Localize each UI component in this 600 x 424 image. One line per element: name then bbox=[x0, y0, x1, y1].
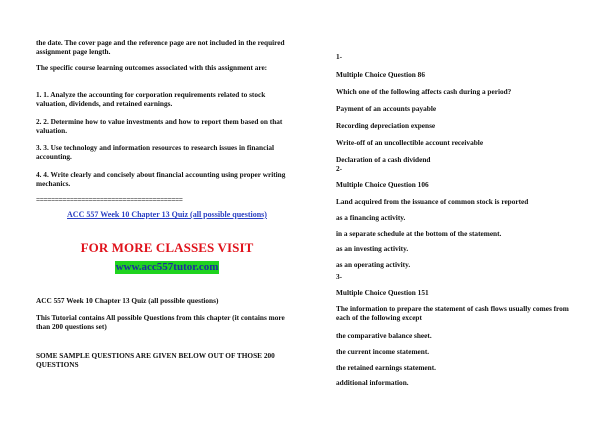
question-title: Multiple Choice Question 86 bbox=[336, 70, 425, 79]
question-prompt: Which one of the following affects cash during a period? bbox=[336, 87, 512, 96]
question-prompt: The information to prepare the statement of cash flows usually comes from each of the following except bbox=[336, 304, 569, 323]
answer-option: as an operating activity. bbox=[336, 260, 411, 269]
divider-line: ======================================= bbox=[36, 195, 183, 204]
question-title: Multiple Choice Question 106 bbox=[336, 180, 429, 189]
answer-option: additional information. bbox=[336, 378, 409, 387]
answer-option: Payment of an accounts payable bbox=[336, 104, 437, 113]
question-number: 2- bbox=[336, 164, 343, 173]
outcome-item: 1. 1. Analyze the accounting for corporation requirements related to stock valuation, dividends, and retained earnings. bbox=[36, 90, 266, 109]
question-prompt: Land acquired from the issuance of common stock is reported bbox=[336, 197, 529, 206]
outcome-item: 3. 3. Use technology and information resources to research issues in financial accounting. bbox=[36, 143, 275, 162]
question-number: 3- bbox=[336, 272, 343, 281]
answer-option: the retained earnings statement. bbox=[336, 363, 436, 372]
answer-option: Declaration of a cash dividend bbox=[336, 155, 431, 164]
website-link[interactable]: www.acc557tutor.com bbox=[115, 261, 219, 273]
answer-option: as a financing activity. bbox=[336, 213, 406, 222]
website-banner bbox=[36, 261, 298, 274]
question-number: 1- bbox=[336, 52, 343, 61]
question-title: Multiple Choice Question 151 bbox=[336, 288, 429, 297]
quiz-link[interactable]: ACC 557 Week 10 Chapter 13 Quiz (all possible questions) bbox=[67, 210, 267, 219]
answer-option: Recording depreciation expense bbox=[336, 121, 436, 130]
quiz-title: ACC 557 Week 10 Chapter 13 Quiz (all possible questions) bbox=[36, 296, 219, 305]
intro-text: the date. The cover page and the reference page are not included in the required assignment page length. bbox=[36, 38, 285, 57]
answer-option: Write-off of an uncollectible account receivable bbox=[336, 138, 484, 147]
more-classes-heading: FOR MORE CLASSES VISIT bbox=[80, 240, 254, 255]
answer-option: in a separate schedule at the bottom of the statement. bbox=[336, 229, 502, 238]
outcome-item: 2. 2. Determine how to value investments and how to report them based on that valuation. bbox=[36, 117, 283, 136]
answer-option: the current income statement. bbox=[336, 347, 430, 356]
answer-option: as an investing activity. bbox=[336, 244, 409, 253]
outcome-item: 4. 4. Write clearly and concisely about financial accounting using proper writing mechanics. bbox=[36, 170, 286, 189]
sample-note: SOME SAMPLE QUESTIONS ARE GIVEN BELOW OUT OF THOSE 200 QUESTIONS bbox=[36, 351, 275, 370]
tutorial-description: This Tutorial contains All possible Questions from this chapter (it contains more than 200 questions set) bbox=[36, 313, 285, 332]
answer-option: the comparative balance sheet. bbox=[336, 331, 432, 340]
outcomes-heading: The specific course learning outcomes associated with this assignment are: bbox=[36, 63, 268, 72]
